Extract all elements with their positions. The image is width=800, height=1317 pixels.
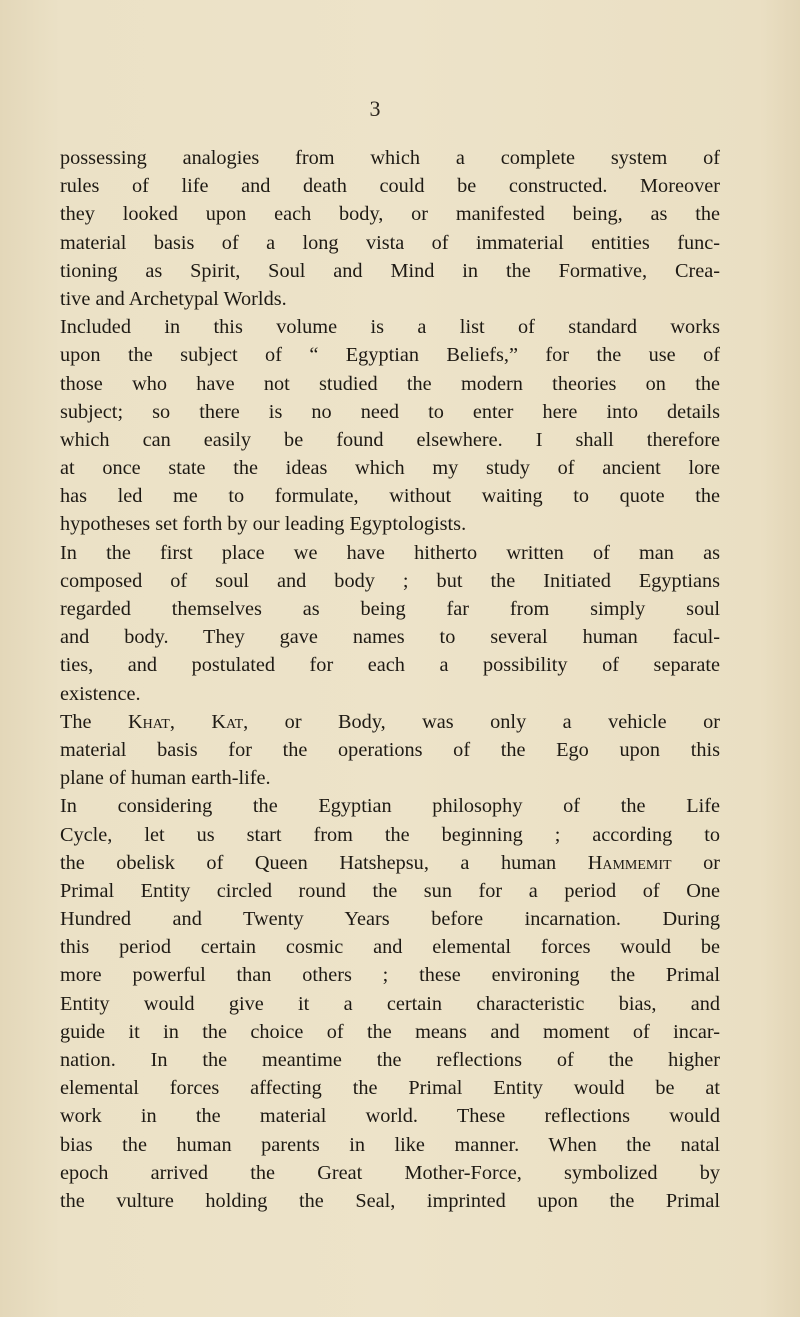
text-line: hypotheses set forth by our leading Egyptologists. bbox=[60, 513, 467, 536]
text-line: guide it in the choice of the means and moment of incar- bbox=[60, 1020, 720, 1043]
text-line: subject; so there is no need to enter here into details bbox=[60, 400, 720, 423]
text-line: In considering the Egyptian philosophy of the Life bbox=[60, 795, 720, 818]
text-line: The Khat, Kat, or Body, was only a vehicle or bbox=[60, 710, 720, 733]
text-line: upon the subject of “ Egyptian Beliefs,” for the use of bbox=[60, 344, 720, 367]
text-line: which can easily be found elsewhere. I shall therefore bbox=[60, 428, 720, 451]
text-line: more powerful than others ; these environing the Primal bbox=[60, 964, 720, 987]
text-line: In the first place we have hitherto written of man as bbox=[60, 541, 720, 564]
small-caps-term: Hammemit bbox=[587, 851, 672, 874]
small-caps-term: Khat bbox=[127, 710, 170, 733]
page-number: 3 bbox=[369, 96, 381, 121]
text-line: Primal Entity circled round the sun for a period of One bbox=[60, 879, 720, 902]
text-line: the vulture holding the Seal, imprinted upon the Primal bbox=[60, 1189, 720, 1212]
text-line: material basis of a long vista of immaterial entities func- bbox=[60, 231, 720, 254]
text-line: this period certain cosmic and elemental forces would be bbox=[60, 936, 720, 959]
text-line: bias the human parents in like manner. When the natal bbox=[60, 1133, 720, 1156]
text-line: elemental forces affecting the Primal Entity would be at bbox=[60, 1077, 720, 1100]
body-text bbox=[60, 144, 720, 1215]
small-caps-term: Kat bbox=[211, 710, 244, 733]
text-line: Entity would give it a certain characteristic bias, and bbox=[60, 992, 720, 1015]
text-line: tive and Archetypal Worlds. bbox=[60, 287, 287, 310]
text-line: and body. They gave names to several human facul- bbox=[60, 626, 720, 649]
text-line: ties, and postulated for each a possibility of separate bbox=[60, 654, 720, 677]
text-line: work in the material world. These reflections would bbox=[60, 1105, 720, 1128]
text-line: Included in this volume is a list of standard works bbox=[60, 316, 720, 339]
text-line: they looked upon each body, or manifested being, as the bbox=[60, 203, 720, 226]
text-line: material basis for the operations of the Ego upon this bbox=[60, 738, 720, 761]
text-line: possessing analogies from which a complete system of bbox=[60, 147, 720, 169]
text-line: epoch arrived the Great Mother-Force, symbolized by bbox=[60, 1161, 720, 1184]
text-line: at once state the ideas which my study of ancient lore bbox=[60, 457, 720, 480]
text-line: the obelisk of Queen Hatshepsu, a human Hammemit or bbox=[60, 851, 720, 874]
text-line: existence. bbox=[60, 682, 141, 705]
text-line: nation. In the meantime the reflections of the higher bbox=[60, 1049, 720, 1071]
text-line: rules of life and death could be constructed. Moreover bbox=[60, 175, 720, 198]
text-line: Hundred and Twenty Years before incarnation. During bbox=[60, 908, 720, 931]
text-line: has led me to formulate, without waiting to quote the bbox=[60, 485, 720, 508]
text-line: regarded themselves as being far from simply soul bbox=[60, 598, 720, 620]
text-line: Cycle, let us start from the beginning ; according to bbox=[60, 823, 720, 846]
text-line: those who have not studied the modern theories on the bbox=[60, 372, 720, 395]
text-line: tioning as Spirit, Soul and Mind in the Formative, Crea- bbox=[60, 259, 720, 282]
text-line: plane of human earth-life. bbox=[60, 767, 271, 790]
text-line: composed of soul and body ; but the Initiated Egyptians bbox=[60, 569, 720, 592]
